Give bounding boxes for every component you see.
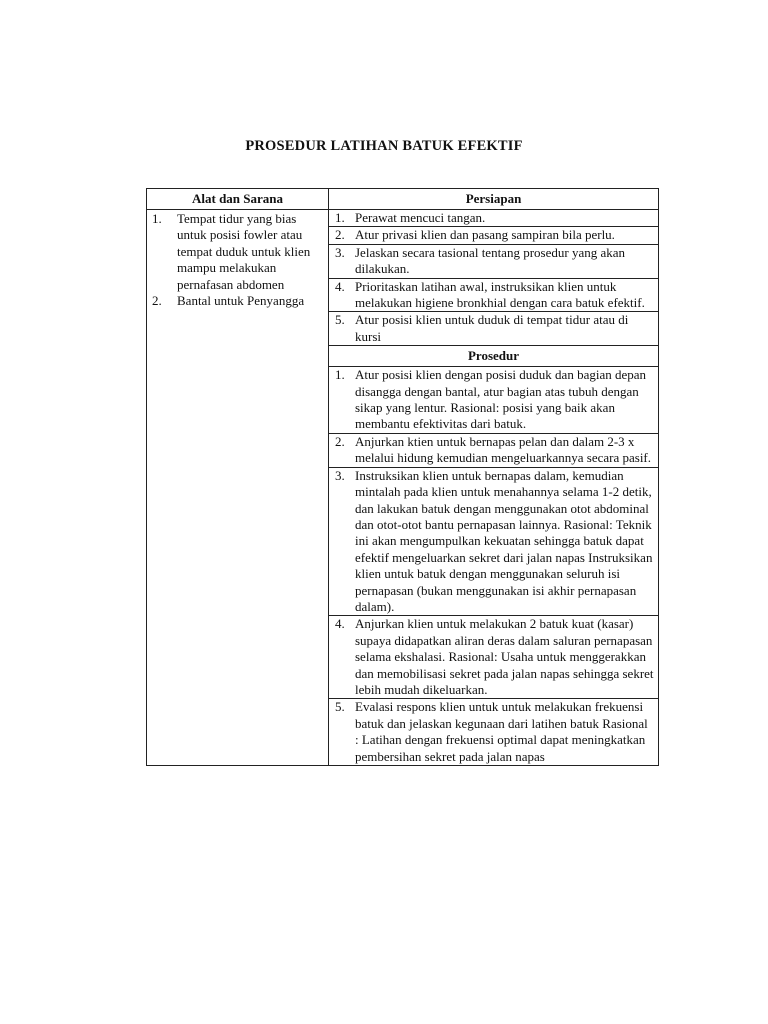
step-text: Atur privasi klien dan pasang sampiran bila perlu. [355,227,615,243]
page-title: PROSEDUR LATIHAN BATUK EFEKTIF [245,138,523,154]
step-number: 2. [335,433,345,449]
alat-item-text: Tempat tidur yang bias untuk posisi fowler atau tempat duduk untuk klien mampu melakukan pernafasan abdomen [177,211,311,292]
header-alat-dan-sarana: Alat dan Sarana [147,189,329,210]
prosedur-row [329,699,659,766]
step-number: 2. [335,227,345,243]
persiapan-row [329,244,659,278]
alat-item-number: 2. [152,293,162,309]
step-number: 5. [335,699,345,715]
header-prosedur: Prosedur [329,346,659,367]
header-persiapan: Persiapan [329,189,659,210]
step-text: Perawat mencuci tangan. [355,210,486,225]
step-text: Instruksikan klien untuk bernapas dalam, kemudian mintalah pada klien untuk menahannya selama 1-2 detik, dan lakukan batuk dengan menggunakan otot abdominal dan otot-otot bantu pernapasan lainnya. Rasional: Teknik ini akan mengumpulkan kekuatan sehingga batuk dapat efektif mengeluarkan sekret dari jalan napas Instruksikan klien untuk batuk dengan menggunakan seluruh isi pernapasan (bukan menggunakan isi akhir pernapasan dalam). [355,467,653,614]
alat-item [147,293,328,309]
persiapan-row [329,312,659,346]
prosedur-row [329,433,659,467]
step-number: 4. [335,278,345,294]
persiapan-row [329,278,659,312]
step-number: 5. [335,312,345,328]
step-text: Anjurkan ktien untuk bernapas pelan dan dalam 2-3 x melalui hidung kemudian mengeluarkannya secara pasif. [355,433,652,466]
step-number: 1. [335,367,345,383]
step-text: Prioritaskan latihan awal, instruksikan klien untuk melakukan higiene bronkhial dengan cara batuk efektif. [355,278,645,311]
alat-item-text: Bantal untuk Penyangga [177,293,305,309]
step-number: 4. [335,616,345,632]
procedure-table [146,188,659,766]
persiapan-row [329,210,659,227]
step-text: Jelaskan secara tasional tentang prosedur yang akan dilakukan. [355,244,626,277]
persiapan-row [329,227,659,244]
prosedur-row [329,467,659,616]
step-number: 3. [335,244,345,260]
prosedur-row [329,616,659,699]
step-number: 3. [335,467,345,483]
alat-list [147,210,329,766]
step-text: Atur posisi klien untuk duduk di tempat tidur atau di kursi [355,312,629,344]
alat-item [147,211,328,293]
step-text: Atur posisi klien dengan posisi duduk dan bagian depan disangga dengan bantal, atur bagian atas tubuh dengan sikap yang lentur. Rasional: posisi yang baik akan membantu efektivitas dari batuk. [355,367,647,432]
alat-item-number: 1. [152,211,162,226]
step-text: Anjurkan klien untuk melakukan 2 batuk kuat (kasar) supaya didapatkan aliran deras dalam saluran pernapasan selama ekshalasi. Rasional: Usaha untuk menggerakkan dan memobilisasi sekret pada jalan napas sehingga sekret lebih mudah dikeluarkan. [355,616,654,697]
step-text: Evalasi respons klien untuk untuk melakukan frekuensi batuk dan jelaskan kegunaan dari latihen batuk Rasional : Latihan dengan frekuensi optimal dapat meningkatkan pembersihan sekret pada jalan napas [355,699,648,764]
step-number: 1. [335,210,345,225]
prosedur-row [329,367,659,434]
